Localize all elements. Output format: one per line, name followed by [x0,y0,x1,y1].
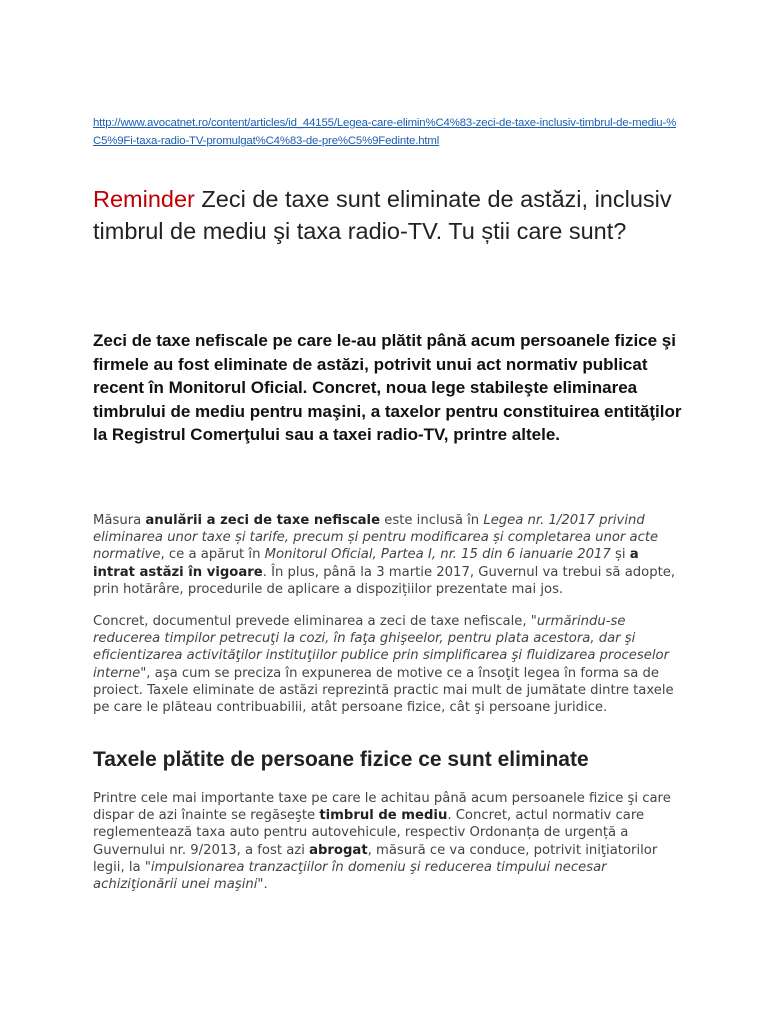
text-run: . [263,877,268,893]
body-paragraph-1 [93,512,683,598]
italic-run: "impulsionarea tranzacţiilor în domeniu şi reducerea timpului necesar achiziţionării unei maşini" [93,859,607,893]
text-run: , aşa cum se preciza în expunerea de motive ce a însoţit legea în forma sa de proiect. Taxele eliminate de astăzi reprezintă practic mai mult de jumătate dintre taxele pe care le plăteau contribuabilii, atât persoane fizice, cât şi persoane juridice. [93,665,674,716]
bold-run: a intrat astăzi în vigoare [93,547,639,580]
text-run: Măsura [93,513,146,528]
italic-run: "urmărindu-se reducerea timpilor petrecuţi la cozi, în faţa ghişeelor, pentru plata acestora, dar şi eficientizarea activităţilor instituţiilor publice prin simplificarea şi fluidizarea proceselor interne" [93,614,670,681]
text-run: este inclusă în [380,513,484,528]
bold-run: timbrul de mediu [319,808,448,824]
text-run: . Concret, actul normativ care reglementează taxa auto pentru autovehicule, respectiv Ordonanța de urgență a Guvernului nr. 9/2013, a fost azi [93,808,645,858]
text-run: , măsură ce va conduce, potrivit iniţiatorilor legii, la [93,842,658,875]
body-paragraph-3 [93,790,683,893]
text-run: Printre cele mai importante taxe pe care le achitau până acum persoanele fizice şi care dispar de azi înainte se regăseşte [93,791,671,824]
text-run: Concret, documentul prevede eliminarea a zeci de taxe nefiscale, [93,614,531,629]
headline-text: Zeci de taxe sunt eliminate de astăzi, inclusiv timbrul de mediu şi taxa radio-TV. Tu știi care sunt? [93,186,672,244]
body-paragraph-2 [93,613,683,716]
bold-run: anulării a zeci de taxe nefiscale [145,513,381,528]
text-run: și [610,547,630,563]
italic-run: Monitorul Oficial, Partea I, nr. 15 din 6 ianuarie 2017 [264,547,611,563]
italic-run: Legea nr. 1/2017 privind eliminarea unor taxe și tarife, precum și pentru modificarea și completarea unor acte normative [93,513,659,563]
source-link[interactable]: http://www.avocatnet.ro/content/articles/id_44155/Legea-care-elimin%C4%83-zeci-de-taxe-inclusiv-timbrul-de-mediu-%C5%9Fi-taxa-radio-TV-promulgat%C4%83-de-pre%C5%9Fedinte.html [93,117,677,147]
article-headline [93,183,683,247]
section-heading: Taxele plătite de persoane fizice ce sunt eliminate [93,748,589,771]
text-run: . În plus, până la 3 martie 2017, Guvernul va trebui să adopte, prin hotărâre, procedurile de aplicare a dispozițiilor prezentate mai jos. [93,564,676,597]
bold-run: abrogat [309,842,368,858]
lead-paragraph: Zeci de taxe nefiscale pe care le-au plătit până acum persoanele fizice şi firmele au fost eliminate de astăzi, potrivit unui act normativ publicat recent în Monitorul Oficial. Concret, noua lege stabileşte eliminarea timbrului de mediu pentru maşini, a taxelor pentru constituirea entităţilor la Registrul Comerţului sau a taxei radio-TV, printre altele. [93,331,682,445]
text-run: , ce a apărut în [160,547,265,563]
reminder-tag: Reminder [93,186,195,212]
